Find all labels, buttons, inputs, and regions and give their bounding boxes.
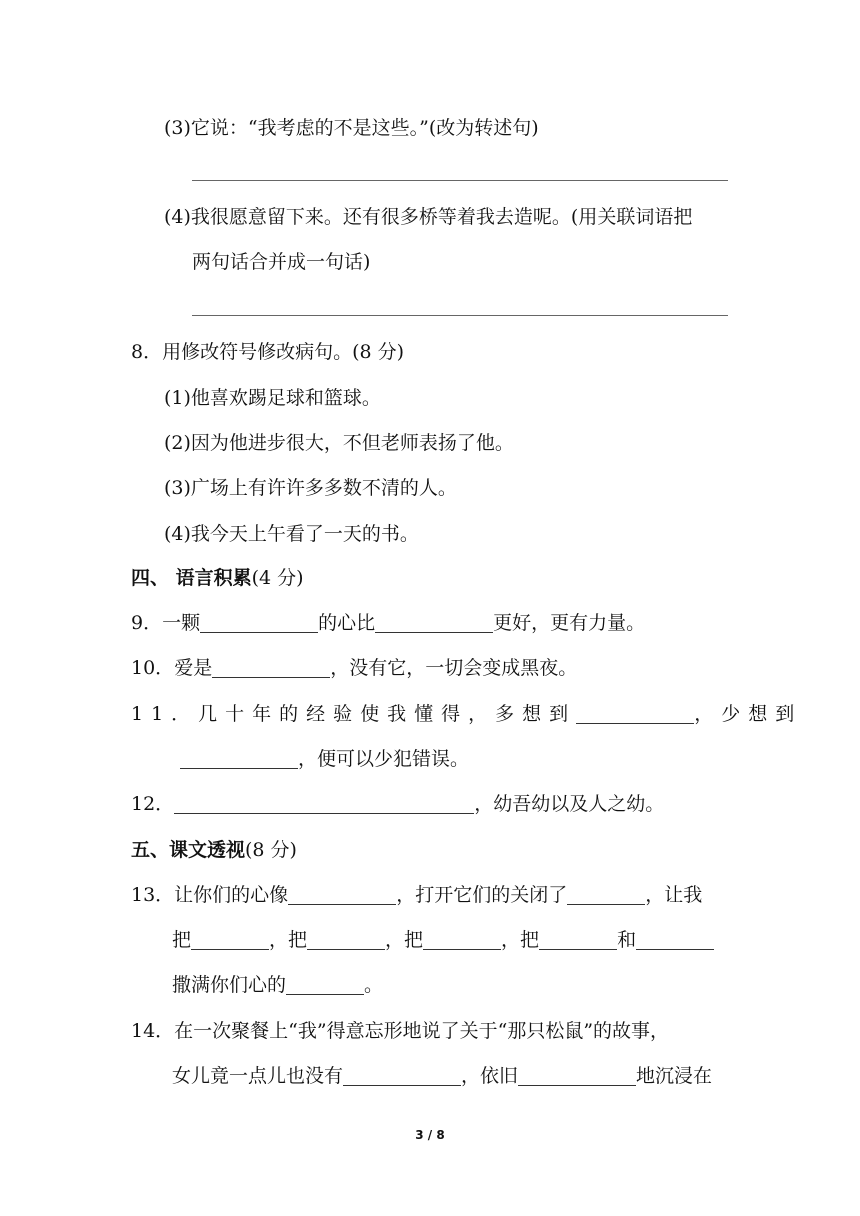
q13-text-8: 和 bbox=[617, 929, 637, 951]
q7-item4-line1: (4)我很愿意留下来。还有很多桥等着我去造呢。(用关联词语把 bbox=[164, 206, 693, 228]
q11-text-2: ，少想到 bbox=[694, 703, 803, 725]
q8-item-2: (2)因为他进步很大，不但老师表扬了他。 bbox=[164, 432, 514, 454]
page-number: 3 / 8 bbox=[415, 1128, 445, 1142]
q14-text-3: 地沉浸在 bbox=[636, 1065, 713, 1087]
q9-text-3: 更好，更有力量。 bbox=[493, 612, 646, 634]
q12 bbox=[131, 790, 664, 818]
q13-blank-1[interactable] bbox=[288, 884, 396, 905]
q10-text-1: 爱是 bbox=[174, 657, 213, 679]
q9 bbox=[131, 609, 645, 637]
q8-item-4: (4)我今天上午看了一天的书。 bbox=[164, 523, 419, 545]
q14-blank-2[interactable] bbox=[518, 1065, 636, 1086]
q13-line2 bbox=[172, 926, 714, 954]
q13-text-2: ，打开它们的关闭了 bbox=[396, 884, 568, 906]
q13-text-9: 撒满你们心的 bbox=[172, 974, 287, 996]
q13-text-7: ，把 bbox=[501, 929, 540, 951]
q8-title: 8．用修改符号修改病句。(8 分) bbox=[131, 341, 405, 363]
q9-text-2: 的心比 bbox=[318, 612, 376, 634]
q14-text-2: ，依旧 bbox=[461, 1065, 519, 1087]
q11-blank-2[interactable] bbox=[180, 748, 298, 769]
q10-text-2: ，没有它，一切会变成黑夜。 bbox=[330, 657, 578, 679]
q13-blank-8[interactable] bbox=[286, 974, 364, 995]
q10 bbox=[131, 654, 577, 682]
q9-blank-2[interactable] bbox=[375, 612, 493, 633]
q13-blank-4[interactable] bbox=[307, 929, 385, 950]
q13-text-6: ，把 bbox=[385, 929, 424, 951]
q13-text-3: ，让我 bbox=[645, 884, 703, 906]
q13-line1 bbox=[131, 881, 702, 909]
q7-item4-answer-line[interactable] bbox=[192, 315, 728, 316]
q11-blank-1[interactable] bbox=[576, 703, 694, 724]
q7-item4-line2: 两句话合并成一句话) bbox=[192, 251, 371, 273]
q7-item3-answer-line[interactable] bbox=[192, 180, 728, 181]
q14-line2 bbox=[172, 1062, 712, 1090]
q10-number: 10． bbox=[131, 657, 175, 679]
q13-text-5: ，把 bbox=[269, 929, 308, 951]
section5-heading: 五、课文透视 bbox=[131, 839, 246, 861]
section5-heading-row bbox=[131, 836, 297, 864]
q11-line1 bbox=[131, 700, 802, 728]
q8-item-3: (3)广场上有许许多多数不清的人。 bbox=[164, 477, 457, 499]
q14-line1: 14．在一次聚餐上“我”得意忘形地说了关于“那只松鼠”的故事， bbox=[131, 1020, 670, 1042]
q10-blank-1[interactable] bbox=[212, 657, 330, 678]
q13-blank-7[interactable] bbox=[636, 929, 714, 950]
q11-line2 bbox=[180, 745, 469, 773]
q13-text-1: 13．让你们的心像 bbox=[131, 884, 289, 906]
q9-blank-1[interactable] bbox=[200, 612, 318, 633]
q12-blank-1[interactable] bbox=[174, 793, 474, 814]
section5-score: (8 分) bbox=[245, 839, 297, 861]
q13-text-4: 把 bbox=[172, 929, 192, 951]
q7-item3: (3)它说：“我考虑的不是这些。”(改为转述句) bbox=[164, 117, 539, 139]
section4-heading-row bbox=[131, 564, 304, 592]
q13-text-10: 。 bbox=[364, 974, 384, 996]
q9-number: 9． bbox=[131, 612, 163, 634]
q14-text-1: 女儿竟一点儿也没有 bbox=[172, 1065, 344, 1087]
q11-text-3: ，便可以少犯错误。 bbox=[298, 748, 470, 770]
q13-line3 bbox=[172, 971, 383, 999]
q8-item-1: (1)他喜欢踢足球和篮球。 bbox=[164, 387, 381, 409]
q9-text-1: 一颗 bbox=[162, 612, 201, 634]
q12-number: 12． bbox=[131, 793, 175, 815]
q13-blank-2[interactable] bbox=[567, 884, 645, 905]
q11-text-1: 11．几十年的经验使我懂得，多想到 bbox=[131, 703, 577, 725]
q14-blank-1[interactable] bbox=[343, 1065, 461, 1086]
q12-text-1: ，幼吾幼以及人之幼。 bbox=[474, 793, 665, 815]
section4-heading: 四、 语言积累 bbox=[131, 567, 252, 589]
q13-blank-5[interactable] bbox=[423, 929, 501, 950]
section4-score: (4 分) bbox=[251, 567, 304, 589]
q13-blank-3[interactable] bbox=[191, 929, 269, 950]
q13-blank-6[interactable] bbox=[539, 929, 617, 950]
